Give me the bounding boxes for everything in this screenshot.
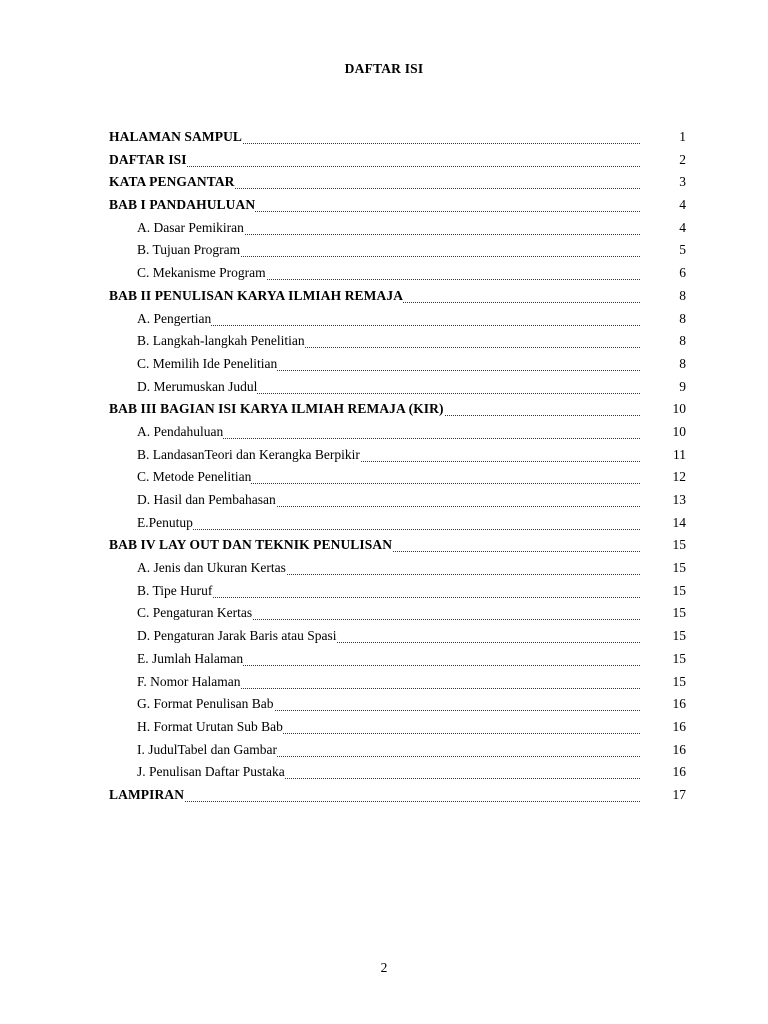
toc-entry-page: 16	[672, 764, 686, 780]
toc-subsection-entry	[109, 423, 686, 446]
toc-entry-label: DAFTAR ISI	[109, 151, 187, 167]
toc-entry-leader	[137, 423, 640, 441]
toc-entry-leader	[137, 718, 640, 736]
toc-subsection-entry	[109, 264, 686, 287]
toc-entry-leader	[137, 559, 640, 577]
toc-entry-leader	[109, 786, 640, 804]
toc-entry-leader	[137, 378, 640, 396]
toc-subsection-entry	[109, 763, 686, 786]
dot-leader	[137, 325, 640, 326]
toc-subsection-entry	[109, 332, 686, 355]
toc-subsection-entry	[109, 355, 686, 378]
toc-entry-label: I. JudulTabel dan Gambar	[137, 741, 278, 757]
toc-entry-leader	[137, 355, 640, 373]
toc-entry-leader	[137, 468, 640, 486]
toc-subsection-entry	[109, 241, 686, 264]
toc-entry-leader	[137, 310, 640, 328]
toc-entry-label: HALAMAN SAMPUL	[109, 129, 243, 144]
toc-entry-page: 10	[672, 401, 686, 417]
toc-entry-leader	[137, 514, 640, 532]
toc-entry-leader	[109, 128, 640, 146]
dot-leader	[137, 529, 640, 530]
toc-entry-leader	[137, 446, 640, 464]
toc-entry-page: 8	[679, 333, 686, 349]
toc-entry-page: 15	[672, 673, 686, 689]
toc-subsection-entry	[109, 718, 686, 741]
toc-entry-page: 12	[672, 469, 686, 485]
toc-subsection-entry	[109, 673, 686, 696]
toc-entry-leader	[137, 627, 640, 645]
toc-chapter-entry	[109, 287, 686, 310]
dot-leader	[109, 166, 640, 167]
toc-entry-page: 13	[672, 492, 686, 507]
toc-entry-leader	[109, 287, 640, 305]
toc-entry-leader	[137, 673, 640, 691]
toc-entry-page: 15	[672, 605, 686, 621]
toc-entry-label: C. Metode Penelitian	[137, 469, 252, 485]
toc-entry-label: B. LandasanTeori dan Kerangka Berpikir	[137, 446, 360, 462]
toc-chapter-entry	[109, 173, 686, 196]
toc-entry-leader	[137, 332, 640, 350]
toc-chapter-entry	[109, 536, 686, 559]
toc-entry-leader	[109, 151, 640, 169]
toc-subsection-entry	[109, 582, 686, 605]
toc-entry-leader	[137, 763, 640, 781]
toc-entry-label: D. Merumuskan Judul	[137, 378, 258, 394]
toc-entry-page: 6	[679, 265, 686, 281]
toc-chapter-entry	[109, 786, 686, 809]
toc-subsection-entry	[109, 559, 686, 582]
toc-subsection-entry	[109, 468, 686, 491]
toc-entry-label: BAB I PANDAHULUAN	[109, 197, 256, 213]
toc-entry-label: C. Mekanisme Program	[137, 265, 266, 281]
toc-entry-page: 8	[679, 355, 686, 371]
toc-subsection-entry	[109, 514, 686, 537]
toc-entry-page: 11	[673, 446, 686, 462]
toc-chapter-entry	[109, 400, 686, 423]
toc-entry-page: 4	[679, 197, 686, 213]
toc-subsection-entry	[109, 604, 686, 627]
toc-entry-label: A. Jenis dan Ukuran Kertas	[137, 560, 286, 576]
toc-entry-page: 15	[672, 560, 686, 576]
toc-chapter-entry	[109, 151, 686, 174]
toc-entry-leader	[109, 173, 640, 191]
toc-entry-page: 16	[672, 718, 686, 734]
toc-subsection-entry	[109, 741, 686, 764]
toc-entry-label: C. Memilih Ide Penelitian	[137, 355, 278, 371]
toc-entry-label: A. Dasar Pemikiran	[137, 219, 244, 235]
dot-leader	[109, 801, 640, 802]
toc-entry-page: 14	[672, 514, 686, 530]
toc-entry-leader	[137, 695, 640, 713]
toc-entry-page: 9	[679, 378, 686, 394]
table-of-contents	[109, 128, 686, 809]
toc-entry-leader	[109, 400, 640, 418]
toc-entry-label: H. Format Urutan Sub Bab	[137, 718, 283, 734]
toc-entry-page: 3	[679, 174, 686, 190]
toc-entry-label: BAB IV LAY OUT DAN TEKNIK PENULISAN	[109, 537, 393, 553]
toc-entry-leader	[137, 219, 640, 237]
toc-entry-leader	[137, 650, 640, 668]
toc-entry-leader	[137, 491, 640, 509]
toc-entry-label: C. Pengaturan Kertas	[137, 605, 253, 621]
toc-entry-leader	[109, 536, 640, 554]
toc-entry-page: 4	[679, 219, 686, 235]
toc-entry-page: 1	[679, 129, 686, 144]
toc-entry-page: 10	[672, 423, 686, 439]
toc-entry-label: F. Nomor Halaman	[137, 673, 241, 689]
toc-entry-page: 15	[672, 628, 686, 644]
toc-entry-label: KATA PENGANTAR	[109, 174, 235, 190]
toc-entry-leader	[137, 741, 640, 759]
toc-entry-label: B. Langkah-langkah Penelitian	[137, 333, 305, 349]
toc-entry-page: 17	[672, 786, 686, 802]
toc-entry-label: D. Hasil dan Pembahasan	[137, 492, 276, 507]
toc-entry-page: 8	[679, 310, 686, 326]
toc-entry-label: LAMPIRAN	[109, 786, 185, 802]
toc-entry-leader	[137, 582, 640, 600]
toc-subsection-entry	[109, 219, 686, 242]
toc-entry-label: D. Pengaturan Jarak Baris atau Spasi	[137, 628, 337, 644]
toc-subsection-entry	[109, 446, 686, 469]
toc-entry-label: A. Pengertian	[137, 310, 212, 326]
toc-entry-label: A. Pendahuluan	[137, 423, 224, 439]
page-number: 2	[380, 960, 388, 975]
toc-entry-label: E. Jumlah Halaman	[137, 650, 244, 666]
toc-entry-label: BAB III BAGIAN ISI KARYA ILMIAH REMAJA (KIR)	[109, 401, 444, 417]
toc-chapter-entry	[109, 196, 686, 219]
toc-entry-label: G. Format Penulisan Bab	[137, 696, 274, 712]
toc-entry-label: E.Penutup	[137, 514, 193, 530]
toc-subsection-entry	[109, 310, 686, 333]
toc-entry-leader	[137, 264, 640, 282]
toc-entry-label: B. Tipe Huruf	[137, 582, 213, 598]
toc-entry-label: BAB II PENULISAN KARYA ILMIAH REMAJA	[109, 287, 404, 303]
toc-entry-leader	[109, 196, 640, 214]
toc-subsection-entry	[109, 378, 686, 401]
toc-subsection-entry	[109, 627, 686, 650]
toc-entry-page: 15	[672, 537, 686, 553]
toc-entry-label: J. Penulisan Daftar Pustaka	[137, 764, 285, 780]
page-title: DAFTAR ISI	[344, 61, 424, 76]
toc-entry-label: B. Tujuan Program	[137, 242, 241, 258]
toc-entry-leader	[137, 241, 640, 259]
toc-entry-page: 5	[679, 242, 686, 258]
toc-entry-page: 15	[672, 650, 686, 666]
toc-entry-page: 15	[672, 582, 686, 598]
toc-entry-page: 2	[679, 151, 686, 167]
toc-chapter-entry	[109, 128, 686, 151]
toc-entry-leader	[137, 604, 640, 622]
toc-subsection-entry	[109, 491, 686, 514]
toc-entry-page: 16	[672, 696, 686, 712]
dot-leader	[137, 597, 640, 598]
toc-entry-page: 8	[679, 287, 686, 303]
toc-entry-page: 16	[672, 741, 686, 757]
toc-subsection-entry	[109, 695, 686, 718]
toc-subsection-entry	[109, 650, 686, 673]
